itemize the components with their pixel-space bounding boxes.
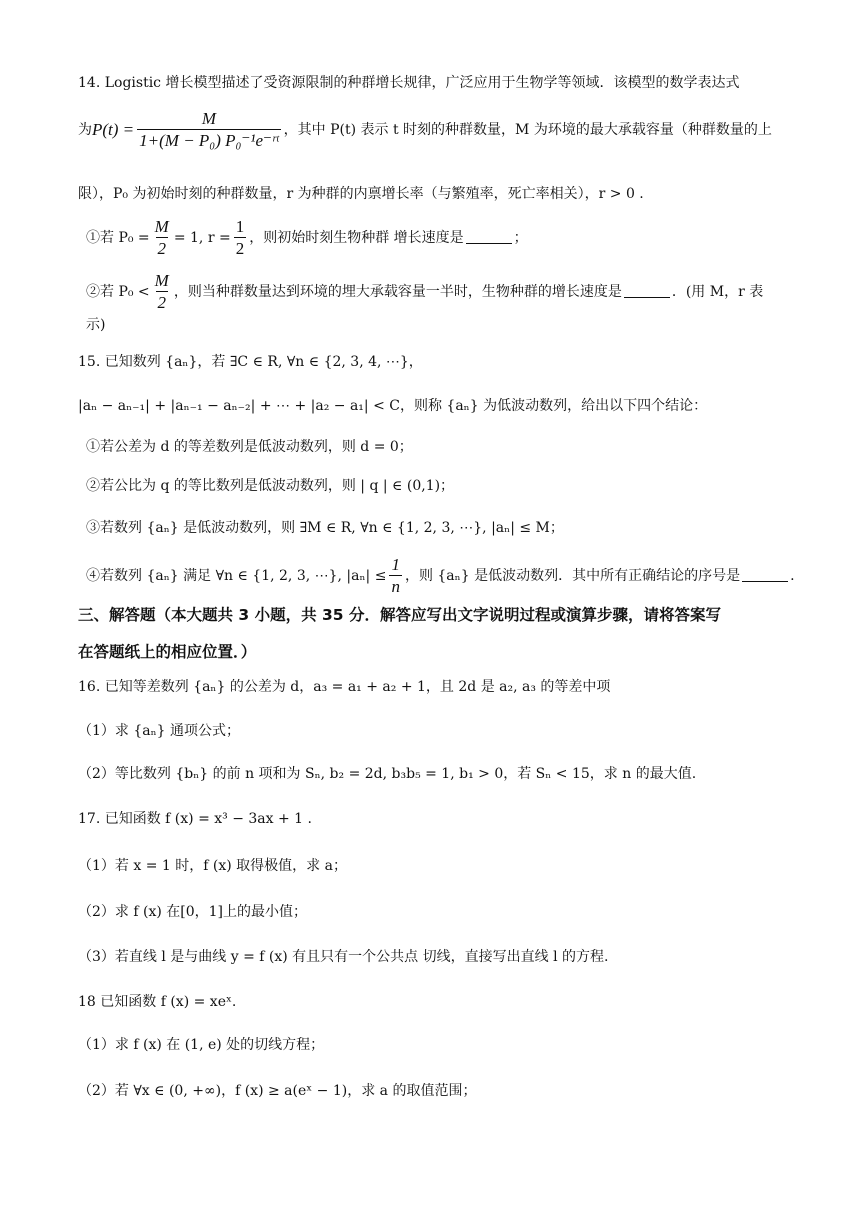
answer-blank[interactable]	[742, 569, 788, 582]
q14-line-2	[78, 110, 772, 149]
frac-den: 2	[235, 239, 245, 258]
q16-part-1: （1）求 {aₙ} 通项公式；	[78, 723, 241, 739]
q16-line-1: 16. 已知等差数列 {aₙ} 的公差为 d，a₃ = a₁ + a₂ + 1，且 2d 是 a₂, a₃ 的等差中项	[78, 679, 611, 695]
frac-num: 1	[391, 555, 400, 574]
q15-conclusion-2: ②若公比为 q 的等比数列是低波动数列，则 | q | ∈ (0,1)；	[86, 478, 455, 494]
q14-line-3: 限），P₀ 为初始时刻的种群数量，r 为种群的内禀增长率（与繁殖率，死亡率相关），r > 0 .	[78, 186, 644, 202]
frac-den: 2	[157, 293, 166, 312]
q15-c4-fraction	[389, 556, 402, 595]
q15-c4-post: ，则 {aₙ} 是低波动数列．其中所有正确结论的序号是	[404, 567, 741, 584]
logistic-numerator: M	[201, 109, 216, 128]
q14-s2-post: ，则当种群数量达到环境的埋大承载容量一半时，生物种群的增长速度是	[173, 283, 622, 300]
q18-line-1: 18 已知函数 f (x) = xeˣ.	[78, 994, 237, 1010]
answer-blank[interactable]	[624, 285, 670, 298]
q17-line-1: 17. 已知函数 f (x) = x³ − 3ax + 1 .	[78, 811, 312, 827]
logistic-formula-lhs: P(t) =	[92, 120, 135, 139]
section-3-heading-line-1: 三、解答题（本大题共 3 小题，共 35 分．解答应写出文字说明过程或演算步骤，请将答案写	[78, 606, 721, 624]
frac-den: n	[391, 577, 400, 596]
answer-blank[interactable]	[466, 231, 512, 244]
q14-sub-2	[86, 272, 763, 311]
frac-num: M	[154, 271, 169, 290]
q15-line-2: |aₙ − aₙ₋₁| + |aₙ₋₁ − aₙ₋₂| + ⋯ + |a₂ − a₁| < C，则称 {aₙ} 为低波动数列，给出以下四个结论：	[78, 398, 708, 414]
frac-num: 1	[235, 217, 245, 236]
q15-line-1: 15. 已知数列 {aₙ}，若 ∃C ∈ R, ∀n ∈ {2, 3, 4, ⋯}，	[78, 354, 423, 370]
q14-line-1: 14. Logistic 增长模型描述了受资源限制的种群增长规律，广泛应用于生物学等领域．该模型的数学表达式	[78, 75, 740, 91]
q17-part-3: （3）若直线 l 是与曲线 y = f (x) 有且只有一个公共点 切线，直接写出直线 l 的方程.	[78, 949, 609, 965]
q14-s2-end: ．(用 M，r 表	[671, 283, 764, 300]
q17-part-1: （1）若 x = 1 时，f (x) 取得极值，求 a；	[78, 858, 347, 874]
q14-s2-pre: ②若 P₀ <	[86, 283, 150, 300]
q14-s2-fraction	[153, 272, 171, 311]
q14-l2-pre: 为	[78, 121, 92, 138]
q14-s1-fraction-m	[153, 218, 171, 257]
q14-s1-end: ；	[513, 229, 528, 246]
q15-c4-pre: ④若数列 {aₙ} 满足 ∀n ∈ {1, 2, 3, ⋯}, |aₙ| ≤	[86, 567, 387, 584]
q14-s1-fraction-half	[234, 218, 247, 257]
logistic-denominator: 1+(M − P₀) P₀⁻¹e⁻ʳᵗ	[139, 131, 279, 150]
q15-conclusion-4	[86, 556, 795, 595]
q16-part-2: （2）等比数列 {bₙ} 的前 n 项和为 Sₙ, b₂ = 2d, b₃b₅ = 1, b₁ > 0，若 Sₙ < 15，求 n 的最大值.	[78, 766, 697, 782]
q14-s1-mid: = 1, r =	[173, 229, 231, 246]
q15-c4-end: .	[790, 567, 795, 584]
q14-sub-1	[86, 218, 528, 257]
logistic-formula-fraction	[137, 110, 281, 149]
q18-part-1: （1）求 f (x) 在 (1, e) 处的切线方程；	[78, 1037, 325, 1053]
q18-part-2: （2）若 ∀x ∈ (0, +∞)，f (x) ≥ a(eˣ − 1)，求 a 的取值范围；	[78, 1083, 477, 1099]
frac-num: M	[154, 217, 169, 236]
q14-s1-post: ，则初始时刻生物种群 增长速度是	[249, 229, 464, 246]
q15-conclusion-1: ①若公差为 d 的等差数列是低波动数列，则 d = 0；	[86, 439, 413, 455]
q14-s1-pre: ①若 P₀ =	[86, 229, 150, 246]
section-3-heading-line-2: 在答题纸上的相应位置．）	[78, 643, 257, 661]
q14-sub-2-cont: 示)	[86, 317, 106, 333]
frac-den: 2	[157, 239, 166, 258]
q15-conclusion-3: ③若数列 {aₙ} 是低波动数列，则 ∃M ∈ R, ∀n ∈ {1, 2, 3, ⋯}, |aₙ| ≤ M；	[86, 520, 564, 536]
q17-part-2: （2）求 f (x) 在[0，1]上的最小值；	[78, 904, 307, 920]
q14-l2-post: ，其中 P(t) 表示 t 时刻的种群数量，M 为环境的最大承载容量（种群数量的上	[283, 121, 772, 138]
